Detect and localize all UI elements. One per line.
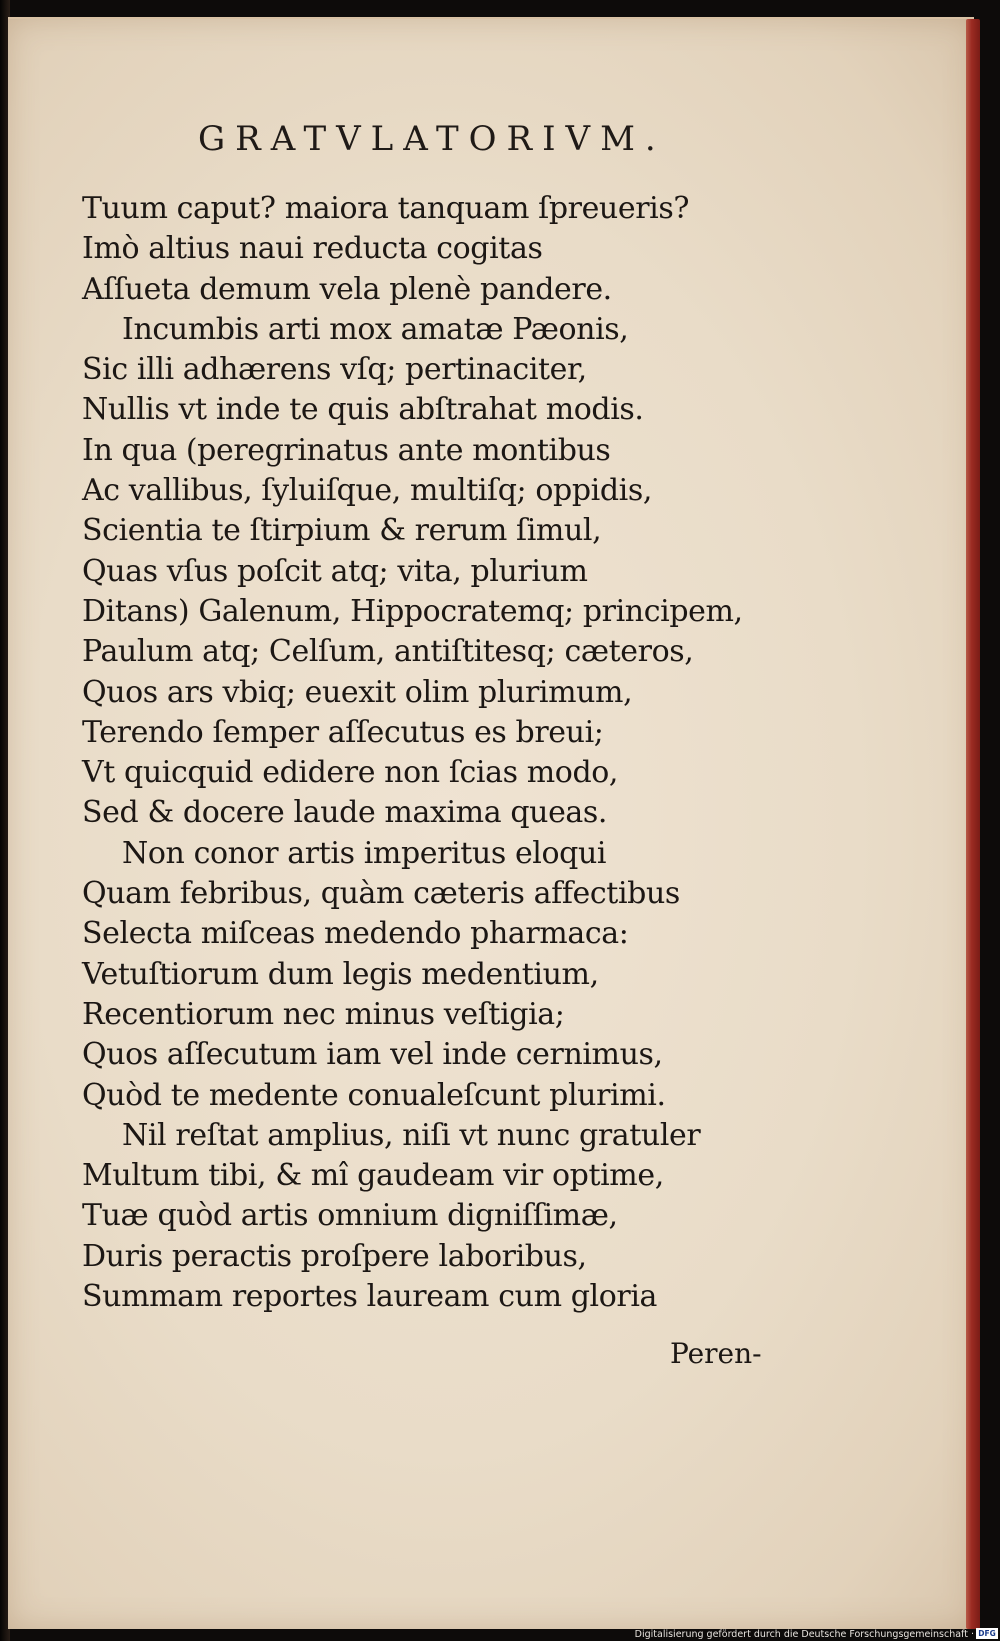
verse-line: Scientia te ſtirpium & rerum ſimul, <box>82 513 602 549</box>
verse-line: Ditans) Galenum, Hippocratemq; principem, <box>82 593 743 629</box>
catchword: Peren- <box>670 1337 762 1370</box>
verse-line: Duris peractis proſpere laboribus, <box>82 1238 587 1274</box>
verse-line: In qua (peregrinatus ante montibus <box>82 432 611 468</box>
verse-line: Non conor artis imperitus eloqui <box>122 835 607 871</box>
verse-line: Recentiorum nec minus veſtigia; <box>82 996 565 1032</box>
verse-line: Vt quicquid edidere non ſcias modo, <box>82 755 619 791</box>
verse-line: Imò altius naui reducta cogitas <box>82 231 543 267</box>
verse-line: Tuum caput? maiora tanquam ſpreueris? <box>82 191 690 226</box>
verse-line: Quas vſus poſcit atq; vita, plurium <box>82 553 588 589</box>
digitization-credit: Digitalisierung gefördert durch die Deutsche Forschungsgemeinschaft · <box>634 1629 974 1640</box>
footer-strip <box>0 1627 1000 1641</box>
verse-line: Quòd te medente conualeſcunt plurimi. <box>82 1077 666 1113</box>
verse-line: Multum tibi, & mî gaudeam vir optime, <box>82 1158 664 1194</box>
verse-line: Paulum atq; Celſum, antiſtitesq; cæteros, <box>82 634 694 670</box>
book-page <box>8 17 974 1629</box>
verse-line: Nil reſtat amplius, niſi vt nunc gratuler <box>122 1117 701 1153</box>
dfg-logo: DFG <box>976 1628 998 1639</box>
running-header: GRATVLATORIVM. <box>198 119 666 159</box>
verse-line: Summam reportes lauream cum gloria <box>82 1279 658 1315</box>
verse-line: Quam febribus, quàm cæteris affectibus <box>82 876 680 912</box>
verse-line: Selecta miſceas medendo pharmaca: <box>82 916 629 952</box>
verse-line: Sic illi adhærens vſq; pertinaciter, <box>82 352 587 388</box>
verse-line: Quos aſſecutum iam vel inde cernimus, <box>82 1037 663 1073</box>
verse-line: Tuæ quòd artis omnium digniſſimæ, <box>82 1198 618 1234</box>
verse-text <box>82 189 882 1317</box>
verse-line: Aſſueta demum vela plenè pandere. <box>82 271 612 307</box>
verse-line: Sed & docere laude maxima queas. <box>82 795 608 831</box>
verse-line: Vetuſtiorum dum legis medentium, <box>82 956 599 992</box>
verse-line: Ac vallibus, ſyluiſque, multiſq; oppidis, <box>82 473 652 509</box>
verse-line: Incumbis arti mox amatæ Pæonis, <box>122 311 629 347</box>
verse-line: Quos ars vbiq; euexit olim plurimum, <box>82 674 633 710</box>
verse-line: Terendo ſemper aſſecutus es breui; <box>82 714 604 750</box>
page-red-edge <box>966 19 980 1629</box>
verse-line: Nullis vt inde te quis abſtrahat modis. <box>82 392 644 428</box>
